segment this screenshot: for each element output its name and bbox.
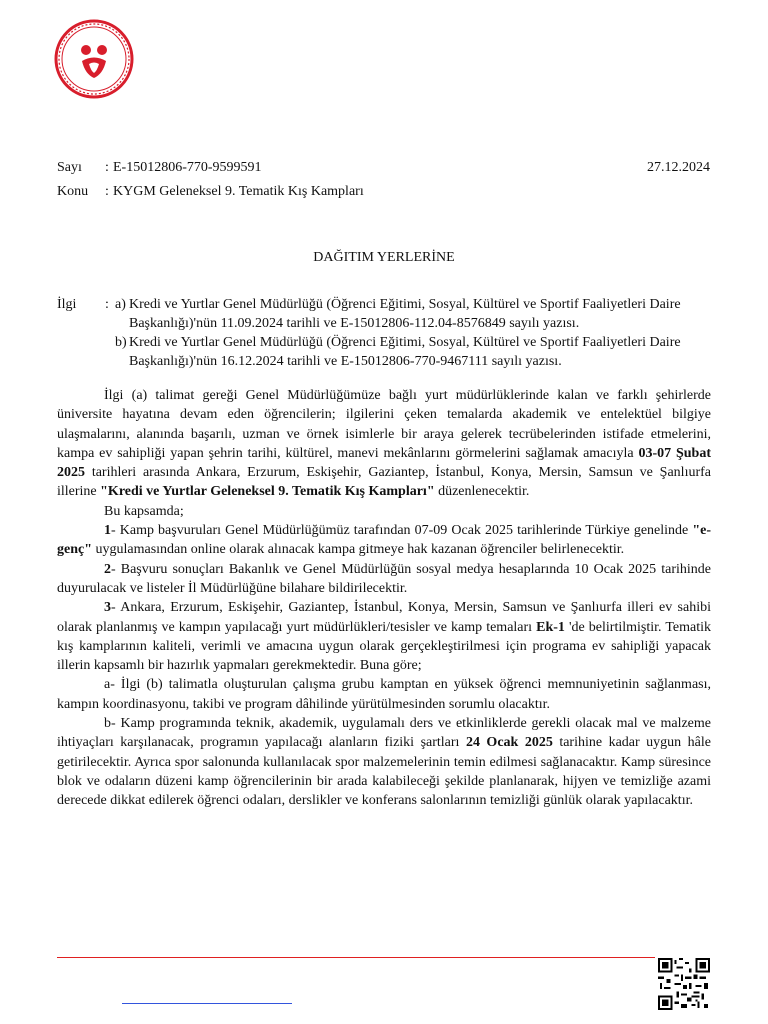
app-name: "e-genç": [57, 523, 711, 558]
text-run: - Ankara, Erzurum, Eskişehir, Gaziantep, İstanbul, Konya, Mersin, Samsun ve Şanlıurfa illeri ev sahibi olarak planlanmış ve kampın yapılacağı yurt müdürlükleri/tesisler ve kamp temaları: [57, 600, 711, 635]
distribution-heading: DAĞITIM YERLERİNE: [313, 250, 455, 265]
ministry-emblem-icon: [53, 18, 135, 100]
konu-value: KYGM Geleneksel 9. Tematik Kış Kampları: [113, 184, 364, 199]
qr-code-icon: [658, 958, 710, 1010]
item-number: 2: [104, 561, 111, 577]
paragraph-item-b: [57, 714, 711, 810]
reference-text: Kredi ve Yurtlar Genel Müdürlüğü (Öğrenci Eğitimi, Sosyal, Kültürel ve Sportif Faaliyetleri Daire Başkanlığı)'nün 11.09.2024 tarihli ve E-15012806-112.04-8576849 sayılı yazısı.: [129, 297, 681, 331]
item-number: 1: [104, 523, 111, 539]
reference-item-a: [115, 295, 712, 333]
text-run: - Kamp başvuruları Genel Müdürlüğümüz tarafından 07-09 Ocak 2025 tarihlerinde Türkiye genelinde: [111, 523, 693, 539]
camp-title: "Kredi ve Yurtlar Geleneksel 9. Tematik Kış Kampları": [100, 484, 435, 500]
reference-mark: a): [115, 297, 126, 312]
sayi-value: E-15012806-770-9599591: [113, 160, 262, 175]
sayi-label: Sayı: [57, 160, 82, 175]
konu-colon: :: [105, 184, 109, 199]
paragraph-item-3: [57, 598, 711, 675]
text-run: İlgi (a) talimat gereği Genel Müdürlüğümüze bağlı yurt müdürlüklerinde kalan ve farklı şehirlerde üniversite hayatına devam eden öğrencilerin; ilgilerini çeken temalarda akademik ve entelektüel bilgiye ulaşmalarını, alanında başarılı, uzman ve örnek isimlerle bir araya gelerek tecrübelerinden istifade etmelerini, kampa ev sahipliği yapan şehrin tarihi, kültürel, manevi mekânlarını görmelerini sağlamak amacıyla: [57, 388, 711, 461]
link-underline[interactable]: [122, 1003, 292, 1004]
paragraph-scope: Bu kapsamda;: [104, 503, 184, 519]
document-date: 27.12.2024: [647, 160, 710, 175]
footer-divider: [57, 957, 655, 958]
reference-mark: b): [115, 335, 127, 350]
paragraph-item-2: [57, 560, 711, 599]
text-run: tarihine kadar uygun hâle getirilecektir. Ayrıca spor salonunda kullanılacak spor malzemelerinin temin edilmesi sağlanacaktır. Kamp süresince blok ve odaların düzeni kamp öğrencilerinin bir arada kalabileceği şekilde planlanarak, hijyen ve temizliğe azami derecede dikkat edilerek öğrenci odaları, derslikler ve konferans salonlarının temizliği günlük olarak yapılacaktır.: [57, 735, 711, 809]
text-run: 'de belirtilmiştir. Tematik kış kamplarının kaliteli, verimli ve amacına uygun olarak gerçekleştirilmesi için programa ev sahipliği yapacak illerin kapsamlı bir hazırlık yapmaları gerekmektedir. Buna göre;: [57, 619, 711, 674]
reference-text: Kredi ve Yurtlar Genel Müdürlüğü (Öğrenci Eğitimi, Sosyal, Kültürel ve Sportif Faaliyetleri Daire Başkanlığı)'nün 16.12.2024 tarihli ve E-15012806-770-9467111 sayılı yazısı.: [129, 335, 681, 369]
konu-label: Konu: [57, 184, 89, 199]
text-run: b- Kamp programında teknik, akademik, uygulamalı ders ve etkinliklerde gerekli olacak mal ve malzeme ihtiyaçları karşılanacak, programın yapılacağı alanların fiziki şartları: [57, 716, 711, 751]
attachment-ref: Ek-1: [536, 619, 565, 635]
reference-list: [115, 295, 712, 371]
paragraph-item-1: [57, 521, 711, 560]
sayi-colon: :: [105, 160, 109, 175]
ilgi-colon: :: [105, 297, 109, 312]
text-run: tarihleri arasında Ankara, Erzurum, Eskişehir, Gaziantep, İstanbul, Konya, Mersin, Samsun ve Şanlıurfa illerine: [57, 465, 711, 500]
paragraph-item-a: a- İlgi (b) talimatla oluşturulan çalışma grubu kamptan en yüksek öğrenci memnuniyetinin sağlanması, kampın koordinasyonu, takibi ve program dâhilinde yürütülmesinden sorumlu olacaktır.: [57, 677, 711, 712]
letter-body: [57, 386, 711, 811]
text-run: uygulamasından online olarak alınacak kampa gitmeye hak kazanan öğrenciler belirlenecektir.: [92, 542, 625, 558]
reference-item-b: [115, 333, 712, 371]
ilgi-label: İlgi: [57, 297, 77, 312]
paragraph-intro: [57, 386, 711, 502]
deadline-date: 24 Ocak 2025: [465, 735, 553, 751]
text-run: - Başvuru sonuçları Bakanlık ve Genel Müdürlüğün sosyal medya hesaplarında 10 Ocak 2025 tarihinde duyurulacak ve listeler İl Müdürlüğüne bilahare bildirilecektir.: [57, 561, 711, 596]
item-number: 3: [104, 600, 111, 616]
camp-dates: 03-07 Şubat 2025: [57, 445, 712, 481]
text-run: düzenlenecektir.: [434, 484, 530, 500]
